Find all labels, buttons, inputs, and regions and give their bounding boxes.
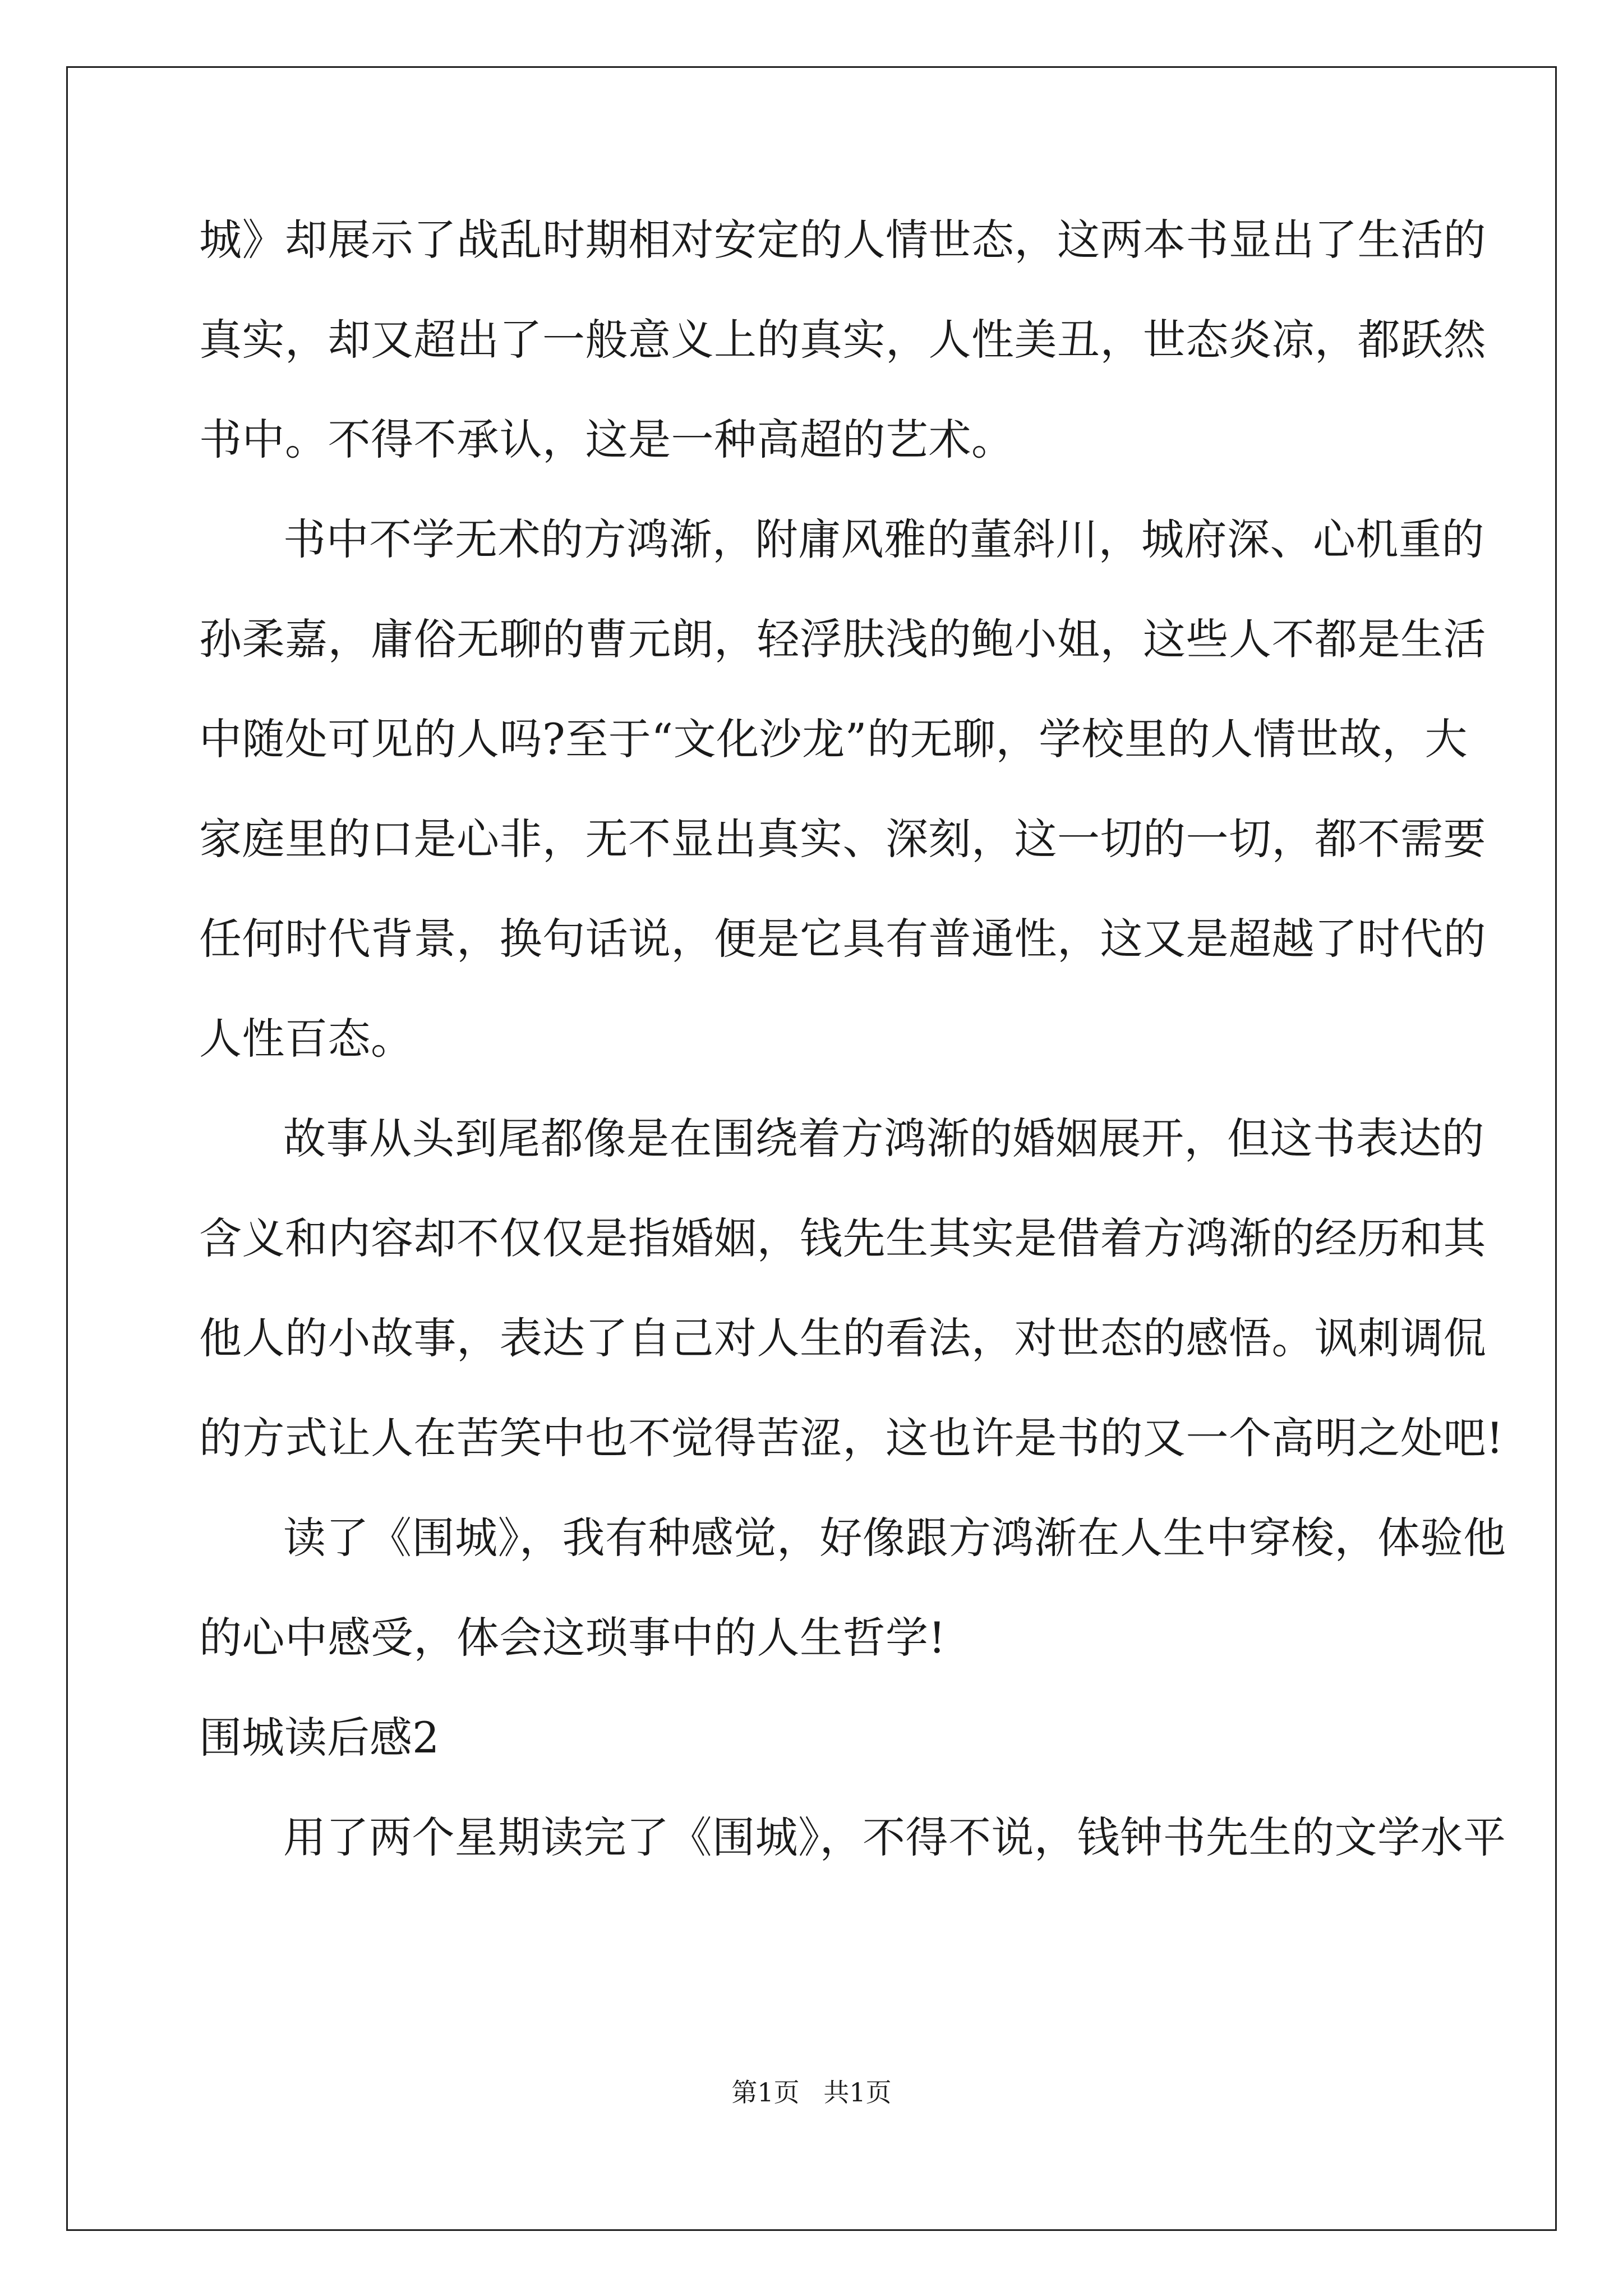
paragraph-first-line: 用了两个星期读完了《围城》，不得不说，钱钟书先生的文学水平 <box>283 1812 1506 1862</box>
page-footer <box>0 2076 1623 2109</box>
text-line: 中随处可见的人吗?至于“文化沙龙”的无聊，学校里的人情世故，大 <box>199 714 1468 764</box>
text-line: 家庭里的口是心非，无不显出真实、深刻，这一切的一切，都不需要 <box>199 814 1486 864</box>
section-heading: 围城读后感2 <box>199 1713 440 1763</box>
paragraph-first-line: 读了《围城》，我有种感觉，好像跟方鸿渐在人生中穿梭，体验他 <box>283 1513 1506 1563</box>
text-line: 任何时代背景，换句话说，便是它具有普通性，这又是超越了时代的 <box>199 914 1486 964</box>
text-line: 城》却展示了战乱时期相对安定的人情世态，这两本书显出了生活的 <box>199 215 1486 265</box>
text-line: 孙柔嘉，庸俗无聊的曹元朗，轻浮肤浅的鲍小姐，这些人不都是生活 <box>199 614 1486 664</box>
text-line: 他人的小故事，表达了自己对人生的看法，对世态的感悟。讽刺调侃 <box>199 1313 1486 1363</box>
text-line: 含义和内容却不仅仅是指婚姻，钱先生其实是借着方鸿渐的经历和其 <box>199 1213 1486 1263</box>
text-line: 书中。不得不承认，这是一种高超的艺术。 <box>199 415 1015 464</box>
paragraph-first-line: 书中不学无术的方鸿渐，附庸风雅的董斜川，城府深、心机重的 <box>283 514 1484 564</box>
text-line: 人性百态。 <box>199 1014 414 1064</box>
text-line: 真实，却又超出了一般意义上的真实，人性美丑，世态炎凉，都跃然 <box>199 315 1486 365</box>
text-line: 的方式让人在苦笑中也不觉得苦涩，这也许是书的又一个高明之处吧! <box>199 1413 1504 1463</box>
text-line: 的心中感受，体会这琐事中的人生哲学! <box>199 1613 946 1663</box>
paragraph-first-line: 故事从头到尾都像是在围绕着方鸿渐的婚姻展开，但这书表达的 <box>283 1114 1484 1163</box>
page-total: 共1页 <box>823 2077 892 2108</box>
page-number: 第1页 <box>731 2077 800 2108</box>
